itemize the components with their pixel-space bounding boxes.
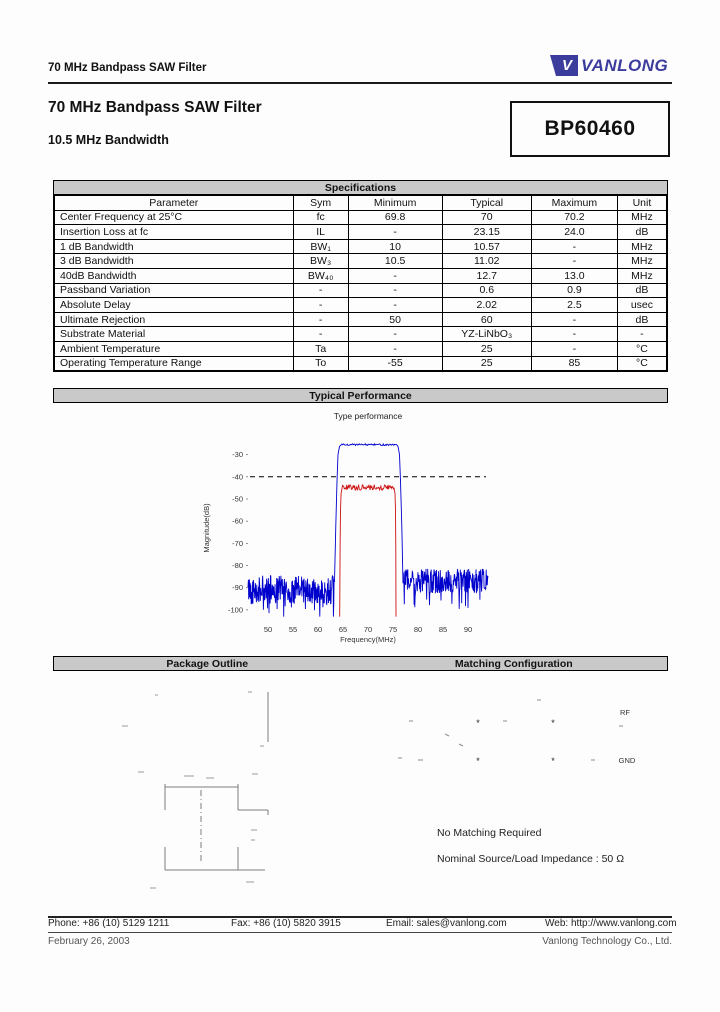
package-outline-drawing bbox=[118, 678, 293, 901]
spec-cell: 70.2 bbox=[532, 210, 618, 225]
trace-wideband-response bbox=[248, 444, 488, 617]
svg-text:*: * bbox=[476, 756, 480, 766]
package-outline-lines bbox=[165, 692, 268, 870]
matching-note-1: No Matching Required bbox=[437, 827, 542, 839]
spec-column-header: Maximum bbox=[532, 195, 618, 210]
performance-chart bbox=[200, 406, 500, 646]
footer-meta-line bbox=[48, 936, 672, 947]
chart-xlabel: Frequency(MHz) bbox=[340, 635, 396, 644]
spec-row bbox=[54, 210, 667, 225]
spec-cell: Center Frequency at 25°C bbox=[54, 210, 293, 225]
footer-company: Vanlong Technology Co., Ltd. bbox=[542, 936, 672, 947]
matching-notes bbox=[437, 820, 624, 872]
spec-cell: 69.8 bbox=[348, 210, 442, 225]
chart-title: Type performance bbox=[333, 411, 403, 421]
trace-passband-detail bbox=[340, 485, 396, 617]
spec-cell: Absolute Delay bbox=[54, 298, 293, 313]
spec-column-header: Unit bbox=[617, 195, 667, 210]
spec-cell: 2.5 bbox=[532, 298, 618, 313]
spec-cell: - bbox=[348, 268, 442, 283]
y-tick-label: -30 bbox=[232, 450, 243, 460]
spec-cell: - bbox=[348, 341, 442, 356]
spec-cell: 24.0 bbox=[532, 225, 618, 240]
spec-cell: dB bbox=[617, 225, 667, 240]
spec-cell: Substrate Material bbox=[54, 327, 293, 342]
header-doc-title: 70 MHz Bandpass SAW Filter bbox=[48, 62, 207, 74]
spec-cell: 3 dB Bandwidth bbox=[54, 254, 293, 269]
y-tick-label: -100 bbox=[227, 605, 243, 615]
matching-configuration-drawing bbox=[385, 688, 675, 798]
footer-contact-line bbox=[48, 918, 677, 931]
spec-cell: 25 bbox=[442, 356, 531, 371]
spec-cell: - bbox=[293, 312, 348, 327]
x-tick-label: 70 bbox=[363, 625, 373, 634]
spec-cell: Ambient Temperature bbox=[54, 341, 293, 356]
spec-cell: - bbox=[532, 341, 618, 356]
spec-cell: 0.9 bbox=[532, 283, 618, 298]
package-matching-section-bar bbox=[53, 656, 668, 671]
rf-label: RF bbox=[620, 708, 630, 717]
spec-cell: - bbox=[532, 254, 618, 269]
footer-fax: Fax: +86 (10) 5820 3915 bbox=[231, 918, 341, 929]
product-title: 70 MHz Bandpass SAW Filter bbox=[48, 99, 262, 116]
footer-phone: Phone: +86 (10) 5129 1211 bbox=[48, 918, 170, 929]
spec-cell: 40dB Bandwidth bbox=[54, 268, 293, 283]
header-rule bbox=[48, 82, 672, 84]
footer-email: Email: sales@vanlong.com bbox=[386, 918, 507, 929]
x-tick-label: 80 bbox=[413, 625, 423, 634]
spec-row bbox=[54, 225, 667, 240]
spec-cell: BW₃ bbox=[293, 254, 348, 269]
spec-cell: - bbox=[532, 239, 618, 254]
spec-cell: - bbox=[532, 327, 618, 342]
spec-cell: 85 bbox=[532, 356, 618, 371]
spec-cell: 10.5 bbox=[348, 254, 442, 269]
matching-note-2: Nominal Source/Load Impedance : 50 Ω bbox=[437, 853, 625, 865]
vanlong-logo bbox=[556, 55, 668, 76]
chart-ylabel: Magnitude(dB) bbox=[202, 503, 211, 553]
spec-cell: - bbox=[293, 298, 348, 313]
spec-cell: MHz bbox=[617, 239, 667, 254]
specifications-section-title: Specifications bbox=[324, 181, 397, 194]
spec-row bbox=[54, 254, 667, 269]
vanlong-logo-icon bbox=[556, 55, 578, 76]
spec-cell: °C bbox=[617, 356, 667, 371]
spec-cell: 12.7 bbox=[442, 268, 531, 283]
spec-cell: - bbox=[348, 298, 442, 313]
part-number-box bbox=[510, 101, 670, 157]
spec-row bbox=[54, 298, 667, 313]
svg-text:*: * bbox=[551, 756, 555, 766]
part-number: BP60460 bbox=[544, 117, 636, 140]
specifications-section-bar bbox=[53, 180, 668, 195]
spec-cell: Ultimate Rejection bbox=[54, 312, 293, 327]
spec-cell: 13.0 bbox=[532, 268, 618, 283]
matching-section-title: Matching Configuration bbox=[454, 657, 573, 670]
x-tick-label: 55 bbox=[288, 625, 298, 634]
spec-cell: - bbox=[348, 283, 442, 298]
spec-cell: MHz bbox=[617, 268, 667, 283]
svg-text:*: * bbox=[551, 718, 555, 728]
gnd-label: GND bbox=[618, 756, 636, 765]
spec-cell: 70 bbox=[442, 210, 531, 225]
spec-cell: -55 bbox=[348, 356, 442, 371]
x-tick-label: 65 bbox=[338, 625, 348, 634]
spec-row bbox=[54, 268, 667, 283]
spec-cell: Passband Variation bbox=[54, 283, 293, 298]
spec-header-row bbox=[54, 195, 667, 210]
y-tick-label: -50 bbox=[232, 494, 243, 504]
performance-section-title: Typical Performance bbox=[309, 389, 412, 402]
spec-row bbox=[54, 356, 667, 371]
x-tick-label: 90 bbox=[463, 625, 473, 634]
spec-column-header: Parameter bbox=[54, 195, 293, 210]
spec-cell: 2.02 bbox=[442, 298, 531, 313]
spec-cell: usec bbox=[617, 298, 667, 313]
spec-cell: Insertion Loss at fc bbox=[54, 225, 293, 240]
schematic-nodes bbox=[476, 718, 555, 766]
product-subtitle: 10.5 MHz Bandwidth bbox=[48, 133, 169, 147]
spec-cell: 10.57 bbox=[442, 239, 531, 254]
spec-cell: 0.6 bbox=[442, 283, 531, 298]
logo-letter: V bbox=[561, 57, 572, 74]
spec-row bbox=[54, 239, 667, 254]
y-tick-label: -40 bbox=[232, 472, 243, 482]
x-tick-label: 75 bbox=[388, 625, 398, 634]
spec-cell: fc bbox=[293, 210, 348, 225]
spec-cell: MHz bbox=[617, 254, 667, 269]
spec-row bbox=[54, 327, 667, 342]
spec-cell: BW₄₀ bbox=[293, 268, 348, 283]
performance-section-bar bbox=[53, 388, 668, 403]
spec-column-header: Sym bbox=[293, 195, 348, 210]
package-section-title: Package Outline bbox=[166, 657, 249, 670]
x-tick-label: 50 bbox=[263, 625, 273, 634]
spec-cell: 60 bbox=[442, 312, 531, 327]
x-tick-label: 60 bbox=[313, 625, 323, 634]
spec-cell: 11.02 bbox=[442, 254, 531, 269]
performance-chart-svg bbox=[200, 406, 500, 646]
spec-cell: - bbox=[293, 327, 348, 342]
spec-cell: 25 bbox=[442, 341, 531, 356]
spec-cell: Ta bbox=[293, 341, 348, 356]
footer-date: February 26, 2003 bbox=[48, 936, 130, 947]
specifications-table bbox=[53, 194, 668, 372]
spec-column-header: Typical bbox=[442, 195, 531, 210]
spec-cell: 1 dB Bandwidth bbox=[54, 239, 293, 254]
spec-row bbox=[54, 312, 667, 327]
spec-cell: dB bbox=[617, 283, 667, 298]
spec-row bbox=[54, 341, 667, 356]
spec-cell: 23.15 bbox=[442, 225, 531, 240]
spec-cell: BW₁ bbox=[293, 239, 348, 254]
spec-cell: °C bbox=[617, 341, 667, 356]
schematic-trace-marks bbox=[398, 700, 623, 760]
spec-cell: - bbox=[293, 283, 348, 298]
spec-cell: MHz bbox=[617, 210, 667, 225]
svg-text:*: * bbox=[476, 718, 480, 728]
logo-wordmark: VANLONG bbox=[581, 55, 669, 75]
spec-column-header: Minimum bbox=[348, 195, 442, 210]
footer-web: Web: http://www.vanlong.com bbox=[545, 918, 677, 929]
x-tick-label: 85 bbox=[438, 625, 448, 634]
spec-cell: - bbox=[348, 225, 442, 240]
spec-cell: - bbox=[532, 312, 618, 327]
y-tick-label: -60 bbox=[232, 516, 243, 526]
spec-row bbox=[54, 283, 667, 298]
matching-configuration-svg bbox=[385, 688, 675, 793]
y-tick-label: -90 bbox=[232, 583, 243, 593]
logo-notch-shape bbox=[550, 55, 556, 76]
spec-cell: 10 bbox=[348, 239, 442, 254]
spec-table-body bbox=[54, 210, 667, 371]
spec-cell: - bbox=[348, 327, 442, 342]
y-tick-label: -70 bbox=[232, 538, 243, 548]
spec-cell: To bbox=[293, 356, 348, 371]
package-dimension-marks bbox=[122, 692, 264, 888]
spec-cell: YZ-LiNbO₃ bbox=[442, 327, 531, 342]
y-tick-label: -80 bbox=[232, 561, 243, 571]
footer-rule-bottom bbox=[48, 932, 672, 933]
spec-cell: - bbox=[617, 327, 667, 342]
spec-cell: IL bbox=[293, 225, 348, 240]
spec-cell: Operating Temperature Range bbox=[54, 356, 293, 371]
spec-cell: 50 bbox=[348, 312, 442, 327]
spec-cell: dB bbox=[617, 312, 667, 327]
package-outline-svg bbox=[118, 678, 293, 896]
